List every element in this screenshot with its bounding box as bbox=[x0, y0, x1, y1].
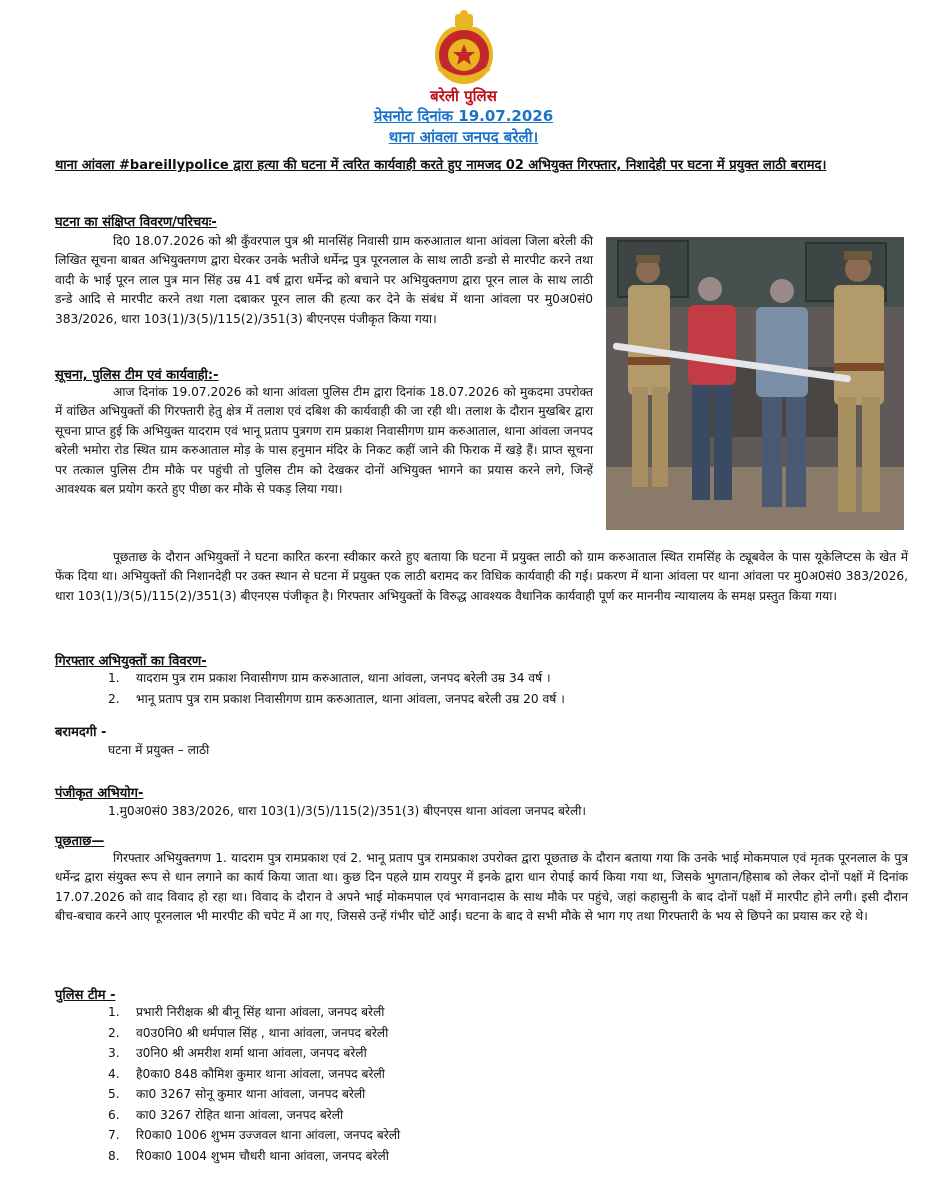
list-item bbox=[108, 668, 565, 689]
list-item-text: प्रभारी निरीक्षक श्री बीनू सिंह थाना आंवला, जनपद बरेली bbox=[136, 1005, 385, 1019]
up-police-emblem-icon bbox=[425, 8, 503, 86]
list-item-text: यादराम पुत्र राम प्रकाश निवासीगण ग्राम करुआताल, थाना आंवला, जनपद बरेली उम्र 34 वर्ष । bbox=[136, 671, 551, 685]
registered-case-heading: पंजीकृत अभियोग- bbox=[55, 786, 144, 801]
list-item-number: 6. bbox=[108, 1107, 120, 1122]
registered-case-text: 1.मु0अ0सं0 383/2026, धारा 103(1)/3(5)/115(2)/351(3) बीएनएस थाना आंवला जनपद बरेली। bbox=[108, 804, 586, 818]
recovery-heading: बरामदगी - bbox=[55, 725, 107, 740]
list-item-number: 8. bbox=[108, 1148, 120, 1163]
interrogation-paragraph: गिरफ्तार अभियुक्तगण 1. यादराम पुत्र रामप्रकाश एवं 2. भानू प्रताप पुत्र रामप्रकाश उपरोक्त द्वारा पूछताछ के दौरान बताया गया कि उनके भाई मोकमपाल एवं मृतक पूरनलाल के पुत्र धर्मेन्द्र द्वारा संयुक्त रूप से धान लगाने का कार्य किया जाता था। कुछ दिन पहले ग्राम रायपुर में इनके द्वारा धान रोपाई कार्य किया गया था, जिसके भुगतान/हिसाब को लेकर दोनों पक्षों में दिनांक 17.07.2026 को वाद विवाद हो रहा था। विवाद के दौरान वे अपने भाई मोकमपाल एवं भगवानदास के साथ मौके पर पहुंचे, जहां कहासुनी के बाद दोनों पक्षों में मारपीट होने लगी। इसी दौरान बीच-बचाव करने आए पूरनलाल भी मारपीट की चपेट में आ गए, जिससे उन्हें गंभीर चोटें आईं। घटना के बाद वे सभी मौके से भाग गए तथा गिरफ्तारी के भय से छिपने का प्रयास कर रहे थे। bbox=[55, 851, 908, 924]
list-item-text: व0उ0नि0 श्री धर्मपाल सिंह , थाना आंवला, जनपद बरेली bbox=[136, 1025, 389, 1040]
list-item bbox=[108, 1125, 400, 1146]
list-item bbox=[108, 1043, 400, 1064]
action-paragraph: आज दिनांक 19.07.2026 को थाना आंवला पुलिस टीम द्वारा दिनांक 18.07.2026 को मुकदमा उपरोक्त में वांछित अभियुक्तों की गिरफ्तारी हेतु क्षेत्र में तलाश एवं दबिश की कार्यवाही की जा रही थी। तलाश के दौरान मुखबिर द्वारा सूचना प्राप्त हुई कि अभियुक्त यादराम एवं भानू प्रताप पुत्रगण राम प्रकाश निवासीगण ग्राम करुआताल, थाना आंवला जनपद बरेली भमोरा रोड स्थित ग्राम करुआताल मोड़ के पास हनुमान मंदिर के निकट कहीं जाने की फिराक में खड़े हैं। प्राप्त सूचना पर तत्काल पुलिस टीम मौके पर पहुंची तो पुलिस टीम को देखकर दोनों अभियुक्त भागने का प्रयास करने लगे, जिन्हें आवश्यक बल प्रयोग करते हुए पीछा कर मौके से पकड़ लिया गया। bbox=[55, 385, 593, 497]
list-item-text: रि0का0 1004 शुभम चौधरी थाना आंवला, जनपद बरेली bbox=[136, 1148, 389, 1163]
incident-paragraph: दि0 18.07.2026 को श्री कुँवरपाल पुत्र श्री मानसिंह निवासी ग्राम करुआताल थाना आंवला जिला बरेली की लिखित सूचना बाबत अभियुक्तगण द्वारा घेरकर उनके भतीजे धर्मेन्द्र पुत्र पूरनलाल के साथ लाठी डन्डो से मारपीट करने तथा वादी के भाई पूरन लाल पुत्र मान सिंह उम्र 41 वर्ष द्वारा धर्मेन्द्र को बचाने पर अभियुक्तगण द्वारा पूरन लाल के साथ लाठी डन्डे आदि से मारपीट करने तथा गला दबाकर पूरन लाल की हत्या कर देने के संबंध में थाना आंवला पर मु0अ0सं0 383/2026, धारा 103(1)/3(5)/115(2)/351(3) बीएनएस पंजीकृत किया गया। bbox=[55, 234, 593, 326]
police-station-title: थाना आंवला जनपद बरेली। bbox=[388, 128, 539, 146]
press-headline: थाना आंवला #bareillypolice द्वारा हत्या की घटना में त्वरित कार्यवाही करते हुए नामजद 02 अभियुक्त गिरफ्तार, निशादेही पर घटना में प्रयुक्त लाठी बरामद। bbox=[55, 158, 827, 173]
police-unit-title: बरेली पुलिस bbox=[430, 87, 497, 105]
incident-heading: घटना का संक्षिप्त विवरण/परिचयः- bbox=[55, 215, 217, 230]
list-item bbox=[108, 1084, 400, 1105]
press-note-date: प्रेसनोट दिनांक 19.07.2026 bbox=[373, 107, 554, 125]
list-item-number: 4. bbox=[108, 1066, 120, 1081]
list-item bbox=[108, 1146, 400, 1167]
list-item bbox=[108, 1023, 400, 1044]
list-item-number: 2. bbox=[108, 1025, 120, 1040]
list-item-number: 1. bbox=[108, 671, 120, 685]
list-item bbox=[108, 1064, 400, 1085]
list-item bbox=[108, 1105, 400, 1126]
list-item-text: रि0का0 1006 शुभम उज्जवल थाना आंवला, जनपद बरेली bbox=[136, 1128, 401, 1142]
recovery-text: घटना में प्रयुक्त – लाठी bbox=[108, 743, 210, 757]
list-item-number: 7. bbox=[108, 1128, 120, 1142]
arrested-heading: गिरफ्तार अभियुक्तों का विवरण- bbox=[55, 654, 207, 669]
arrest-photo bbox=[606, 237, 904, 530]
arrested-list bbox=[108, 668, 565, 709]
list-item bbox=[108, 1002, 400, 1023]
list-item-text: उ0नि0 श्री अमरीश शर्मा थाना आंवला, जनपद बरेली bbox=[136, 1046, 367, 1060]
interrogation-summary-paragraph: पूछताछ के दौरान अभियुक्तों ने घटना कारित करना स्वीकार करते हुए बताया कि घटना में प्रयुक्त लाठी को ग्राम करुआताल स्थित रामसिंह के ट्यूबवेल के पास यूकेलिप्टस के खेत में फेंक दिया था। अभियुक्तों की निशानदेही पर उक्त स्थान से घटना में प्रयुक्त एक लाठी बरामद कर विधिक कार्यवाही की गई। प्रकरण में थाना आंवला पर थाना आंवला पर मु0अ0सं0 383/2026, धारा 103(1)/3(5)/115(2)/351(3) बीएनएस पंजीकृत है। गिरफ्तार अभियुक्तों के विरुद्ध आवश्यक वैधानिक कार्यवाही पूर्ण कर माननीय न्यायालय के समक्ष प्रस्तुत किया गया। bbox=[55, 550, 908, 603]
police-team-list bbox=[108, 1002, 400, 1166]
action-heading: सूचना, पुलिस टीम एवं कार्यवाही:- bbox=[55, 368, 219, 383]
list-item-number: 5. bbox=[108, 1087, 120, 1101]
list-item-number: 2. bbox=[108, 691, 120, 706]
police-team-heading: पुलिस टीम - bbox=[55, 988, 116, 1003]
list-item-number: 1. bbox=[108, 1005, 120, 1019]
list-item-text: है0का0 848 कौमिश कुमार थाना आंवला, जनपद बरेली bbox=[136, 1066, 385, 1081]
interrogation-heading: पूछताछ— bbox=[55, 834, 105, 849]
list-item bbox=[108, 689, 565, 710]
list-item-text: भानू प्रताप पुत्र राम प्रकाश निवासीगण ग्राम करुआताल, थाना आंवला, जनपद बरेली उम्र 20 वर्ष । bbox=[136, 691, 565, 706]
list-item-text: का0 3267 रोहित थाना आंवला, जनपद बरेली bbox=[136, 1107, 344, 1122]
list-item-text: का0 3267 सोनू कुमार थाना आंवला, जनपद बरेली bbox=[136, 1087, 366, 1101]
list-item-number: 3. bbox=[108, 1046, 120, 1060]
